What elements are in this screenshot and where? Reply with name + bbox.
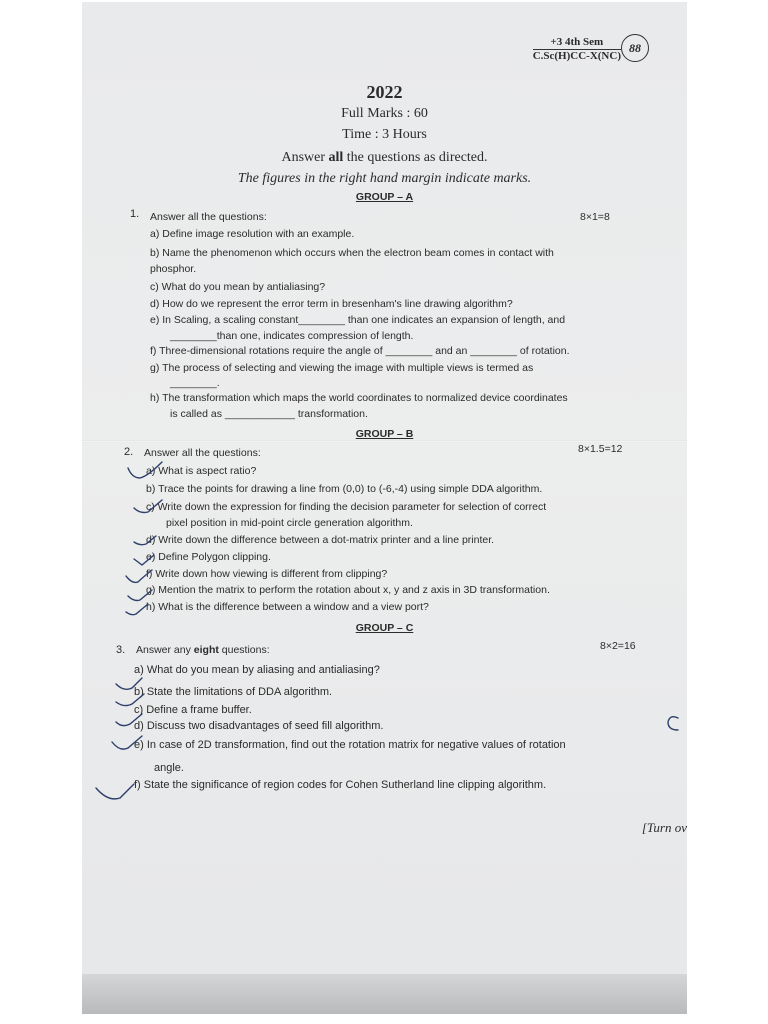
course-code: C.Sc(H)CC-X(NC) <box>532 50 621 62</box>
question-line: pixel position in mid-point circle generation algorithm. <box>166 517 413 529</box>
figures-note: The figures in the right hand margin indicate marks. <box>237 171 532 186</box>
question-line: f) State the significance of region codes for Cohen Sutherland line clipping algorithm. <box>134 779 547 791</box>
question-line: e) Define Polygon clipping. <box>146 551 271 563</box>
group-a-title: GROUP – A <box>355 191 414 203</box>
paper-bottom-edge <box>82 974 687 1014</box>
question-line: b) State the limitations of DDA algorithm. <box>134 686 333 698</box>
question-line: c) Define a frame buffer. <box>134 704 252 716</box>
exam-paper <box>82 2 687 1014</box>
exam-year: 2022 <box>366 82 403 102</box>
group-c-title: GROUP – C <box>355 622 414 634</box>
general-instruction: Answer all the questions as directed. <box>281 150 488 165</box>
question-prompt: Answer any eight questions: <box>136 644 270 656</box>
question-line: d) Discuss two disadvantages of seed fill algorithm. <box>134 720 384 732</box>
question-prompt: Answer all the questions: <box>144 447 261 459</box>
exam-time: Time : 3 Hours <box>342 127 427 142</box>
question-line: ________than one, indicates compression of length. <box>170 330 414 342</box>
question-line: h) What is the difference between a window and a view port? <box>146 601 429 613</box>
question-number: 2. <box>124 446 134 458</box>
question-line: c) What do you mean by antialiasing? <box>150 281 326 293</box>
question-line: e) In Scaling, a scaling constant________ than one indicates an expansion of length, and <box>150 314 566 326</box>
handwritten-tick-marks <box>82 2 687 1014</box>
question-line: a) Define image resolution with an example. <box>150 228 355 240</box>
question-line: is called as ____________ transformation. <box>170 408 368 420</box>
question-line: phosphor. <box>150 263 197 275</box>
question-line: h) The transformation which maps the world coordinates to normalized device coordinates <box>150 392 568 404</box>
question-line: b) Trace the points for drawing a line from (0,0) to (-6,-4) using simple DDA algorithm. <box>146 483 543 495</box>
question-prompt: Answer all the questions: <box>150 211 267 223</box>
question-line: c) Write down the expression for finding the decision parameter for selection of correct <box>146 501 547 513</box>
question-line: g) Mention the matrix to perform the rotation about x, y and z axis in 3D transformation. <box>146 584 550 596</box>
question-number: 1. <box>130 208 140 220</box>
question-line: a) What do you mean by aliasing and antialiasing? <box>134 664 380 676</box>
question-line: ________. <box>170 377 220 389</box>
question-line: f) Write down how viewing is different from clipping? <box>146 568 388 580</box>
question-line: f) Three-dimensional rotations require the angle of ________ and an ________ of rotation. <box>150 345 570 357</box>
question-marks: 8×2=16 <box>600 640 636 652</box>
question-line: e) In case of 2D transformation, find out the rotation matrix for negative values of rotation <box>134 739 566 751</box>
question-marks: 8×1.5=12 <box>578 443 623 455</box>
question-line: d) Write down the difference between a dot-matrix printer and a line printer. <box>146 534 495 546</box>
group-b-title: GROUP – B <box>355 428 414 440</box>
question-line: d) How do we represent the error term in bresenham's line drawing algorithm? <box>150 298 513 310</box>
question-line: g) The process of selecting and viewing the image with multiple views is termed as <box>150 362 534 374</box>
semester-label: +3 4th Sem <box>533 36 621 50</box>
turn-over-note: [Turn ov <box>641 820 687 835</box>
question-line: a) What is aspect ratio? <box>146 465 257 477</box>
question-line: b) Name the phenomenon which occurs when the electron beam comes in contact with <box>150 247 554 259</box>
question-number: 3. <box>116 644 126 656</box>
question-line: angle. <box>154 762 184 774</box>
full-marks: Full Marks : 60 <box>341 106 428 121</box>
question-marks: 8×1=8 <box>580 211 610 223</box>
page-number-badge: 88 <box>621 34 649 62</box>
